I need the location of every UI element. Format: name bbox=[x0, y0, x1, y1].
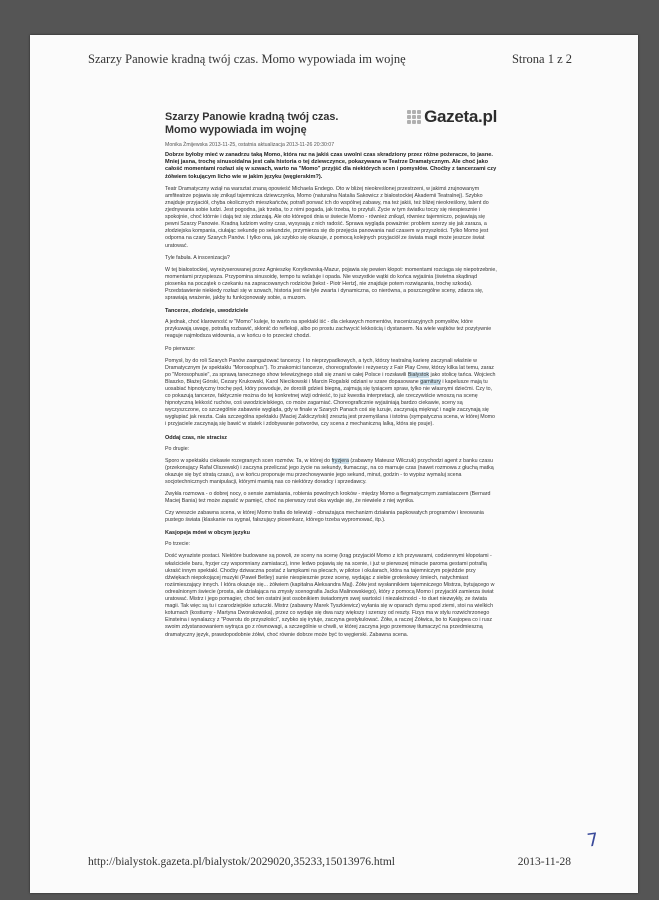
article-meta: Monika Żmijewska 2013-11-25, ostatnia aktualizacja 2013-11-26 20:30:07 bbox=[165, 142, 335, 148]
gazeta-logo-icon bbox=[407, 110, 421, 124]
paragraph: W tej białostockiej, wyreżyserowanej przez Agnieszkę Korytkowską-Mazur, pojawia się pewien kłopot: momentami rozciąga się niepotrzebnie, momentami przyspiesza. Przypomina sinusoidę, tempo tu wzlatuje i opada. Nie wszystkie wątki do końca wyjaśnia (świetna skądinąd piosenka na początek o czekaniu na zapracowanych rodziców [tekst - Piotr Hertz], nie znajduje potem rozwiązania, trochę szkoda). Przedstawienie niekiedy rozłazi się w szwach, historia jest nie tyle zwarta i dynamiczna, co nierówna, a poszczególne sceny, zdarza się, sprawiają wrażenie, jakby tu funkcjonowały sobie, a muzom. bbox=[165, 266, 497, 302]
keyword-link[interactable]: Białystok bbox=[407, 371, 430, 378]
paragraph: A jednak, choć klarowność w "Momo" kuleje, to warto na spektakl iść - dla ciekawych momentów, inscenizacyjnych pomysłów, które przykuwają uwagę, potrafią rozbawić, skłonić do refleksji, albo po prostu zachwycić lekkością i dystansem. Na wiele wątków też pozytywnie reaguje najmłodsza widownia, a w końcu o to przecież chodzi. bbox=[165, 319, 492, 340]
paragraph: Pomysł, by do roli Szarych Panów zaangażować tancerzy. I to nieprzypadkowych, a tych, którzy teatralną karierę zaczynali właśnie w Dramatycznym (w spektaklu "Morosophus"). To znakomici tancerze, choreografowie i reżyserzy z Fair Play Crew, którzy kilka lat temu, zaraz po "Morosophusie", za sprawą tanecznego show telewizyjnego stali się znani w całej Polsce i rozsławili Białystok jako stolicę tańca. Wojciech Blaszko, Błażej Górski, Cezary Krukowski, Karol Niecikowski i Marcin Rogalski odziani w szare dopasowane garnitury i kapelusze mają tu uosabiać hipnotyczny trochę pęd, który powoduje, że dorośli gdzieś biegną, zajmują się tysiącem spraw, tylko nie własnymi dziećmi. Czy to, co pokazują tancerze, faktycznie można do tej konkretnej wizji odnieść, to już kwestia interpretacji, ale rzeczywiście wnoszą na scenę hipnotyczną lekkość ruchów, coś uwodzicielskiego, co może zagarniać. Choreograficznie wyjaśniają bardzo ciekawie, sceny są wyczyszczone, co szczególnie zabawnie wygląda, gdy w finale w Szarych Panach coś się luzuje, zaczynają mięknąć i nagle zaczynają się wygłupiać jak reszta. Cała szczególna spektaklu (Maciej Zakliczyński) zresztą jest przemyślana i istotna (sympatyczna scena, w której Momo i przyjaciele zaczynają się bawić w statek i zdobywanie potworów, czy scena z mechaniczną lalką, która się psuje). bbox=[165, 357, 496, 428]
section-heading: Tancerze, złodzieje, uwodziciele bbox=[165, 308, 249, 315]
keyword-link[interactable]: garnitury bbox=[420, 378, 441, 385]
print-header-page-number: Strona 1 z 2 bbox=[511, 52, 572, 66]
paragraph: Dość wyraziste postaci. Niektóre budowane są powoli, ze sceny na scenę (krąg przyjaciół Momo z ich przywarami, codziennymi kłopotami - właściciele baru, fryzjer czy wspomniany zamiatacz), inne ledwo pojawią się na scenie, i już w pierwszej minucie paroma gestami potrafią ukraść innym spektakl. Choćby dziwaczna postać z lampkami na plecach, w pilotce i okularach, która na tajemniczym pojeździe przy dźwiękach niepokojącej muzyki (Paweł Betley) sunie niespiesznie przez scenę, wydając z siebie groteskowy śmiech, natychmiast rozśmieszający innych. I która okazuje się... żółwiem (kapitalna Aleksandra Maj). Żółw jest wysłannikiem tajemniczego Mistrza, bytującego w odrealnionym świecie (prosta, ale działająca na zmysły scenografia Jacka Malinowskiego), który z pomocą Momo i przyjaciół zamierza świat uratować. Mistrz i jego pomagier, choć ten ostatni jest osobnikiem świadomym swej wartości i niezależności - to duet niezwykły, ze świata magii. Tak więc są tu i czarodziejskie sztuczki. Mistrz (zabawny Marek Tyszkiewicz) wyłania się w oparach dymu spod ziemi, stoi na wielkich koturnach (kostiumy - Martyna Dworakowska), przez co wydaje się dwa razy większy i szerszy od reszty. Fizys ma w stylu rozwichrzonego Einsteina i wynalazcy z "Powrotu do przyszłości", szybko się irytuje, zaczyna gestykulować. Żółw, a raczej Żółwica, bo to Kasjopea co i rusz swoim zdystansowaniem wytrąca go z równowagi, a szczególnie w chwili, w której zaczyna jego przemowę tłumaczyć na przedmieszną dramatyczny język, prawdopodobnie żółwi, choć równie dobrze może być to węgierski. Zabawna scena. bbox=[165, 553, 495, 638]
paragraph: Po trzecie: bbox=[165, 541, 191, 548]
paragraph: Czy wreszcie zabawna scena, w której Momo trafia do telewizji - obnażająca mechanizm działania papkowatych programów i kreowania pustego świata (klaskanie na sygnał, fałszujący piosenkarz, którego trzeba wypromować, itp.). bbox=[165, 510, 484, 524]
gazeta-logo-text: Gazeta.pl bbox=[424, 107, 497, 126]
paragraph: Po pierwsze: bbox=[165, 345, 196, 352]
article bbox=[165, 107, 497, 639]
paragraph: Zwykła rozmowa - o dobrej nocy, o sensie zamiatania, robienia powolnych kroków - między Momo a flegmatycznym zamiataczem (Bernard Maciej Bania) też może zapaść w pamięć, choć na pierwszy rzut oka wydaje się, że niewiele z niej wynika. bbox=[165, 491, 491, 505]
paragraph: Sporo w spektaklu ciekawie rozegranych scen rozmów. Ta, w której do fryzjera (zabawny Mateusz Wilczuk) przychodzi agent z banku czasu (przekonujący Rafał Olszewski) i zaczyna przeliczać jego życie na sekundy, tłumacząc, na co marnuje czas (nawet rozmowa z głuchą matką okazuje się być stratą czasu), a w końcu proponuje mu przechowywanie jego sekund, minut, godzin - to wypisz wymaluj scena socjotechnicznych manipulacji, którymi mamią nas co niektórzy doradcy i sprzedawcy. bbox=[165, 457, 494, 485]
keyword-link[interactable]: fryzjera bbox=[331, 457, 349, 464]
document-page bbox=[30, 35, 638, 893]
paragraph: Tyle fabuła. A inscenizacja? bbox=[165, 254, 230, 261]
article-header bbox=[165, 107, 497, 137]
paragraph: Po drugie: bbox=[165, 445, 190, 452]
section-heading: Oddaj czas, nie stracisz bbox=[165, 434, 228, 441]
section-heading: Kasjopeja mówi w obcym języku bbox=[165, 530, 250, 537]
article-title: Szarzy Panowie kradną twój czas. Momo wypowiada im wojnę bbox=[165, 111, 339, 136]
paragraph: Teatr Dramatyczny wziął na warsztat znaną opowieść Michaela Endego. Oto w bliżej nieokreślonej przestrzeni, w jakimś zrujnowanym amfiteatrze pojawia się znikąd tajemnicza dziewczynka, Momo (naturalna Natalia Sakowicz z białostockiej Akademii Teatralnej). Szybko znajduje przyjaciół, chyba okolicznych mieszkańców, potrafi porwać ich do wspólnej zabawy, ma też jakiś, też bliżej nieokreślony, talent do zjednywania sobie ludzi. Jest pogodna, jak trzeba, to z nimi pogada, jak trzeba, to przytuli. Życie w tym światku toczy się niespiesznie i spokojnie, choć którnie i dają też się zdarzają. Ale oto któregoś dnia w świecie Momo - również znikąd, równiez tajemniczo, pojawiają się pewni Szarzy Panowie. Kradną ludziom wolny czas, wysysają z nich radość. Sprawa wygląda poważnie: problem szerzy się jak zaraza, a złodziejska kompania, ciułając sekundę po sekundzie, przymierza się do przejęcia panowania nad czasem w przyszłości. Tylko Momo jest odporna na czary Szarych Panów. I tylko ona, jak szybko się okazuje, z pomocą kolejnych przyjaciół ze świata magii może jeszcze świat uratować. bbox=[165, 185, 489, 249]
article-lead: Dobrze byłoby mieć w zanadrzu taką Momo, która raz na jakiś czas uwolni czas skradziony przez różne pożeracze, to jasne. Mniej jasna, trochę sinusoidalna jest cała historia o tej dziewczynce, pokazywana w Teatrze Dramatycznym. Ale choć jako całość momentami rozłazi się w szwach, warto na "Momo" przyjść dla niektórych scen i pomysłów. Choćby z tancerzami czy żółwiem tokującym licho wie w jakim języku (węgierskim?). bbox=[165, 152, 497, 180]
print-footer-url: http://bialystok.gazeta.pl/bialystok/2029020,35233,15013976.html bbox=[88, 856, 395, 868]
handwritten-page-number: 7 bbox=[585, 829, 600, 852]
gazeta-logo bbox=[407, 107, 497, 127]
print-footer-date: 2013-11-28 bbox=[517, 856, 571, 868]
print-header-title: Szarzy Panowie kradną twój czas. Momo wypowiada im wojnę bbox=[88, 52, 406, 66]
